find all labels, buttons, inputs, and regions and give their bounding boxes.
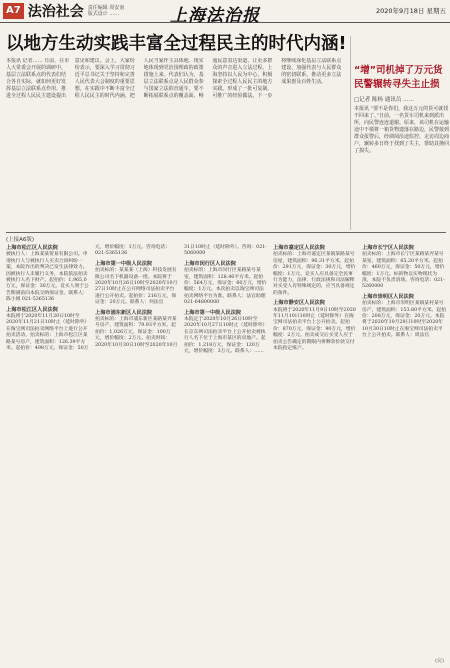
notice-body: 本院将于2020年11月20日10时至2020年11月21日10时止（延时除外）在淘宝网司法拍卖网络平台上进行公开拍卖活动。拍卖标的：上海市松江区某路某号房产，建筑面积：126.39平方米。起拍价：498万元，保证金：50万元，增价幅度：1万元。咨询电话：021-5365136 (6, 245, 171, 352)
notice-item (95, 261, 179, 307)
notice-item (362, 294, 446, 340)
notice-body: 拍卖标的：上海市长宁区某路某弄某号某室，建筑面积：65.20平方米。起拍价：460万元，保证金：50万元，增价幅度：1万元。标的物以实物现状为准，本院不负责清场。咨询电话：021-5260000 (362, 252, 445, 290)
notice-title: 上海市浦东新区人民法院 (95, 309, 153, 316)
editor-credits (88, 5, 125, 17)
notice-title: 上海市第一中级人民法院 (95, 260, 153, 267)
notice-title: 上海市嘉定区人民法院 (273, 245, 325, 251)
masthead (0, 0, 450, 26)
notice-body: 本院将于2020年11月9日10时至2020年11月10日10时止（延时除外）在淘宝网司法拍卖平台上公开拍卖。起拍价：870万元，保证金：90万元，增价幅度：2万元。拍卖成交后买受人应于拍卖公告确定的期限内将剩余价款交付本院指定账户。 (273, 307, 356, 352)
issue-date: 2020年9月18日 星期五 (375, 7, 446, 15)
notice-title: 上海市第一中级人民法院 (184, 309, 242, 316)
main-headline: 以地方生动实践丰富全过程民主的时代内涵! (6, 34, 347, 54)
notice-body: 本院定于2020年10月26日10时至2020年10月27日10时止（延时除外）在京东网司法拍卖平台上公开拍卖被执行人名下位于上海市某区的房地产。起拍价：1,218万元，保证金：120万元，增价幅度：3万元。联系人：…… (184, 317, 268, 355)
lead-article (6, 58, 346, 230)
sidebar-author: □记者 陈杨 通讯员 …… (354, 97, 414, 103)
continued-from: (上接A6版) (6, 237, 35, 243)
notice-item (6, 245, 90, 304)
end-mark: (完) (435, 658, 444, 664)
page-number: A7 (3, 3, 24, 19)
notice-columns (6, 245, 446, 356)
masthead-left (3, 2, 124, 20)
notice-title: 上海市静安区人民法院 (273, 300, 325, 307)
notice-item (184, 310, 268, 356)
notice-title: 上海市崇明区人民法院 (362, 293, 414, 300)
notice-body: 拍卖标的：上海市崇明区某镇某村某号房产，建筑面积：153.80平方米。起拍价：208万元，保证金：20万元。本院将于2020年10月29日10时至2020年10月30日10时止在淘宝网司法拍卖平台上公开拍卖。联系人：周法官 (362, 301, 446, 339)
court-notices (6, 232, 446, 663)
article-body: 本报讯 记者…… 日前，在市人大常委会开展的调研中，基层立法联系点的代表们结合各自实际，就如何更好发挥基层立法联系点作用、推进全过程人民民主建设提出意见和建议。会上，大家纷纷表示，要深入学习贯彻习近平总书记关于坚持和完善人民代表大会制度的重要思想，在实践中不断丰富全过程人民民主的时代内涵，把人民当家作主具体地、现实地体现到党治国理政的政策措施上来。代表们认为，基层立法联系点是人民群众参与国家立法的直通车，要不断拓展联系点的覆盖面，畅通民意表达渠道，让更多群众的声音进入立法过程。上海坚持以人民为中心，积极探索全过程人民民主的地方实践，形成了一批可复制、可推广的经验做法。下一步将继续深化基层立法联系点建设，加强代表与人民群众的密切联系，推动更多立法成果惠及百姓生活。 (6, 58, 342, 99)
sidebar-title: “增”司机掉了万元货 民警辗转寻失主止损 (354, 65, 443, 90)
notice-body: 拍卖标的：上海市闵行区某路某号某室，建筑面积：128.46平方米。起拍价：564万元，保证金：60万元，增价幅度：1万元。本次拍卖以淘宝网司法拍卖网络平台为准。联系人：法官助理 021-64800000 (184, 268, 267, 306)
notice-item (184, 261, 268, 307)
notice-title: 上海市闵行区人民法院 (184, 260, 236, 267)
notice-item (362, 245, 446, 291)
sidebar-body: 本报讯 “要不是你们，我这万元的货可就找不回来了。”日前，一名货车司机来到派出所，向民警连连道谢。原来，该司机在运输途中不慎将一箱货物遗落在路边，民警接到群众报警后，经调阅沿途监控、走访周边商户，辗转多日终于找到了失主，帮助其挽回了损失。 (354, 106, 450, 154)
notice-body: 拍卖标的：某某某（上海）科技发展有限公司名下机器设备一批。本院将于2020年10月26日10时至2020年10月27日10时止在公开网络司法拍卖平台进行公开拍卖。起拍价：216万元，保证金：20万元。联系人：何法官 (95, 268, 178, 306)
notice-title: 上海市松江区人民法院 (6, 245, 58, 251)
notice-item (273, 300, 357, 352)
notice-body: 拍卖标的：上海市浦东新区某路某弄某号房产，建筑面积：79.93平方米。起拍价：1,026万元，保证金：100万元，增价幅度：2万元。拍卖时间：2020年10月30日10时至2020年10月31日10时止（延时除外）。咨询：021-5060000 (95, 245, 267, 348)
sidebar-article (350, 36, 450, 230)
newspaper-title: 上海法治报 (170, 6, 260, 26)
editor-line: 版式设计 …… (87, 11, 120, 17)
notice-title: 上海市长宁区人民法院 (362, 245, 414, 251)
notice-title: 上海市松江区人民法院 (6, 306, 58, 313)
section-name: 法治社会 (27, 4, 84, 20)
notice-item (273, 245, 357, 297)
editor-line: 责任编辑 周安南 (87, 5, 125, 11)
notice-body: 被执行人：上海某某贸易有限公司。申请执行人与被执行人买卖合同纠纷一案，本院作出的判决已发生法律效力。因被执行人未履行义务，本院依法拍卖被执行人名下财产。起拍价：1,965,0万元，保证金：30万元。竞买人须于公告期满前向本院交纳保证金。联系人：陈小姐 021-5365136 (6, 252, 89, 303)
notice-body: 拍卖标的：上海市嘉定区某镇某路某号房屋，建筑面积：96.31平方米。起拍价：291万元，保证金：30万元，增价幅度：1万元。竞买人应具备完全民事行为能力，法律、行政法规和司法解释对买受人有特殊规定的，应当具备规定的条件。 (273, 252, 356, 296)
